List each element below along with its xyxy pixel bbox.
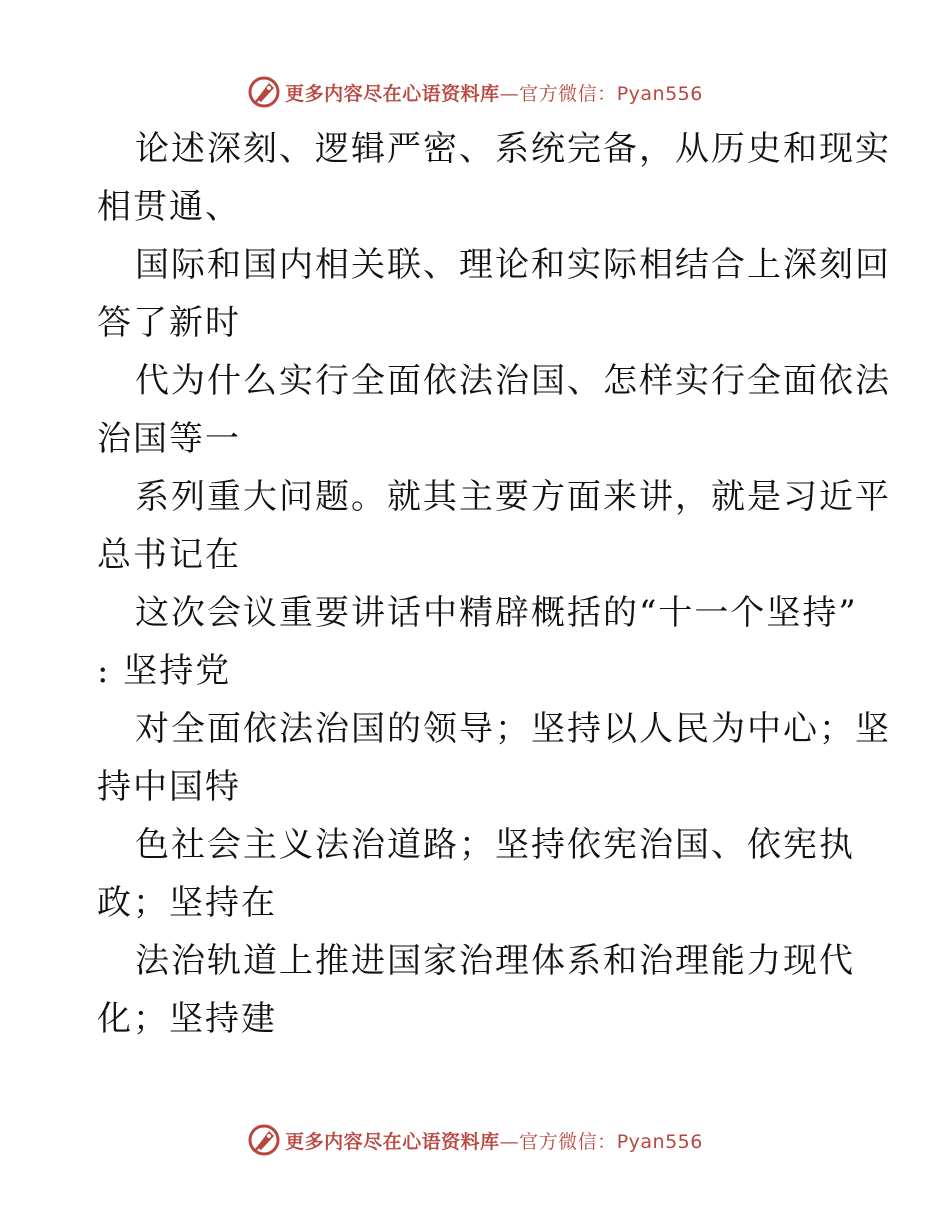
body-line: 相贯通、 bbox=[97, 187, 241, 227]
body-line: 色社会主义法治道路；坚持依宪治国、依宪执 bbox=[135, 825, 855, 865]
header-brand: 更多内容尽在心语资料库 bbox=[285, 82, 500, 105]
body-line: 政；坚持在 bbox=[97, 883, 277, 923]
header-text bbox=[285, 79, 703, 106]
header-wechat-label: 官方微信： bbox=[519, 82, 617, 105]
body-line: 对全面依法治国的领导；坚持以人民为中心；坚 bbox=[135, 709, 891, 749]
header-banner bbox=[0, 72, 950, 112]
footer-banner bbox=[0, 1120, 950, 1160]
body-line: 代为什么实行全面依法治国、怎样实行全面依法 bbox=[135, 361, 891, 401]
body-line: 论述深刻、逻辑严密、系统完备，从历史和现实 bbox=[135, 129, 891, 169]
footer-brand: 更多内容尽在心语资料库 bbox=[285, 1130, 500, 1153]
body-line: 法治轨道上推进国家治理体系和治理能力现代 bbox=[135, 941, 855, 981]
body-line: 持中国特 bbox=[97, 767, 241, 807]
body-line: 系列重大问题。就其主要方面来讲，就是习近平 bbox=[135, 477, 891, 517]
body-line: 国际和国内相关联、理论和实际相结合上深刻回 bbox=[135, 245, 891, 285]
footer-account: Pyan556 bbox=[616, 1130, 703, 1153]
body-line: 化；坚持建 bbox=[97, 999, 277, 1039]
body-line: 总书记在 bbox=[97, 535, 241, 575]
footer-wechat-label: 官方微信： bbox=[519, 1130, 617, 1153]
header-dash: — bbox=[499, 82, 520, 105]
footer-dash: — bbox=[499, 1130, 520, 1153]
body-line: 治国等一 bbox=[97, 419, 241, 459]
body-line: 答了新时 bbox=[97, 303, 241, 343]
body-line: : 坚持党 bbox=[97, 651, 232, 691]
header-account: Pyan556 bbox=[616, 82, 703, 105]
document-body bbox=[97, 120, 891, 1048]
pen-nib-logo-icon bbox=[247, 75, 281, 109]
footer-text bbox=[285, 1127, 703, 1154]
body-line: 这次会议重要讲话中精辟概括的“十一个坚持” bbox=[135, 593, 858, 633]
pen-nib-logo-icon bbox=[247, 1123, 281, 1157]
